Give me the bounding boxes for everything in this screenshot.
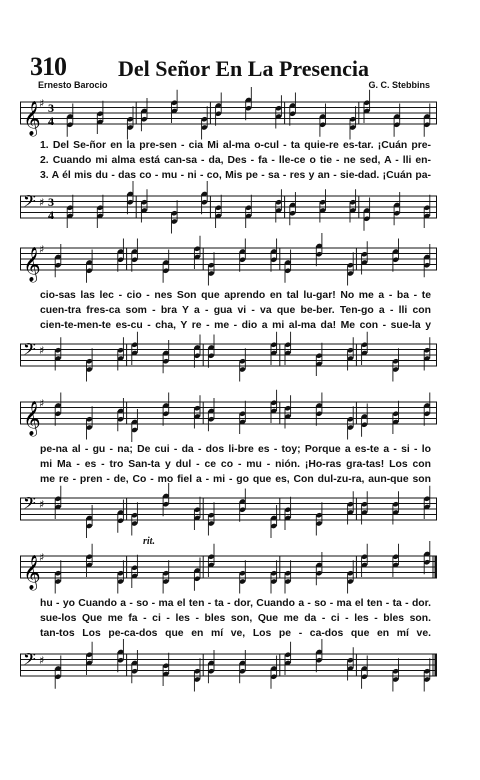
time-signature-bottom: 4 — [48, 208, 54, 222]
treble-clef-icon: 𝄞 — [23, 101, 41, 136]
lyric-verse-1: 1. Del Se-ñor en la pre-sen - cia Mi al-ma o-cul - ta quie-re es-tar. ¡Cuán pre- — [40, 140, 431, 151]
bass-clef-icon: 𝄢 — [23, 339, 36, 363]
treble-staff — [20, 240, 437, 280]
time-signature-bottom: 4 — [48, 114, 54, 128]
lyric-verse-2: sue-los Que me fa - ci - les - bles son, Que me da - ci - les - bles son. — [40, 613, 431, 624]
lyric-verse-2: 2. Cuando mi alma está can-sa - da, Des - fa - lle-ce o tie - ne sed, A - lli en- — [40, 155, 431, 166]
music-system-2 — [20, 238, 437, 378]
ritardando-mark: rit. — [143, 536, 155, 547]
treble-clef-icon: 𝄞 — [23, 247, 41, 282]
sharp-icon: ♯ — [39, 397, 45, 410]
bass-clef-icon: 𝄢 — [23, 191, 36, 215]
lyrics-block — [20, 288, 437, 333]
bass-staff — [20, 336, 437, 376]
bass-staff — [20, 646, 437, 686]
music-system-3 — [20, 392, 437, 532]
lyricist-credit: Ernesto Barocio — [38, 80, 108, 90]
lyric-verse-2: cuen-tra fres-ca som - bra Y a - gua vi - va que be-ber. Ten-go a - lli con — [40, 305, 431, 316]
lyric-verse-3: tan-tos Los pe-ca-dos que en mí ve, Los pe - ca-dos que en mí ve. — [40, 628, 431, 639]
treble-staff — [20, 394, 437, 434]
music-system-4 — [20, 536, 437, 706]
time-signature-top: 3 — [48, 101, 54, 115]
sharp-icon: ♯ — [39, 344, 45, 357]
sharp-icon: ♯ — [39, 97, 45, 110]
music-system-1 — [20, 92, 437, 232]
lyric-verse-1: hu - yo Cuando a - so - ma el ten - ta - dor, Cuando a - so - ma el ten - ta - dor. — [40, 598, 431, 609]
final-barline — [435, 654, 438, 676]
sharp-icon: ♯ — [39, 243, 45, 256]
treble-staff — [20, 548, 437, 588]
bass-clef-icon: 𝄢 — [23, 493, 36, 517]
lyric-verse-3: cien-te-men-te es-cu - cha, Y re - me - dio a mi al-ma da! Me con - sue-la y — [40, 320, 431, 331]
sharp-icon: ♯ — [39, 196, 45, 209]
lyrics-block — [20, 138, 437, 183]
lyrics-block — [20, 442, 437, 487]
final-barline — [435, 556, 438, 578]
hymn-title: Del Señor En La Presencia — [118, 56, 369, 81]
lyrics-block — [20, 596, 437, 641]
bass-staff — [20, 188, 437, 228]
sharp-icon: ♯ — [39, 654, 45, 667]
composer-credit: G. C. Stebbins — [368, 80, 430, 90]
sharp-icon: ♯ — [39, 551, 45, 564]
lyric-verse-1: pe-na al - gu - na; De cui - da - dos li-bre es - toy; Porque a es-te a - si - lo — [40, 444, 431, 455]
lyric-verse-1: cio-sas las lec - cio - nes Son que aprendo en tal lu-gar! No me a - ba - te — [40, 290, 431, 301]
sharp-icon: ♯ — [39, 498, 45, 511]
time-signature-top: 3 — [48, 195, 54, 209]
bass-staff — [20, 490, 437, 530]
lyric-verse-3: me re - pren - de, Co - mo fiel a - mi - go que es, Con dul-zu-ra, aun-que son — [40, 474, 431, 485]
bass-clef-icon: 𝄢 — [23, 649, 36, 673]
treble-clef-icon: 𝄞 — [23, 555, 41, 590]
treble-staff — [20, 94, 437, 134]
treble-clef-icon: 𝄞 — [23, 401, 41, 436]
lyric-verse-3: 3. A él mis du - das co - mu - ni - co, Mis pe - sa - res y an - sie-dad. ¡Cuán pa- — [40, 170, 431, 181]
lyric-verse-2: mi Ma - es - tro San-ta y dul - ce co - mu - nión. ¡Ho-ras gra-tas! Los con — [40, 459, 431, 470]
hymn-number: 310 — [30, 52, 66, 81]
